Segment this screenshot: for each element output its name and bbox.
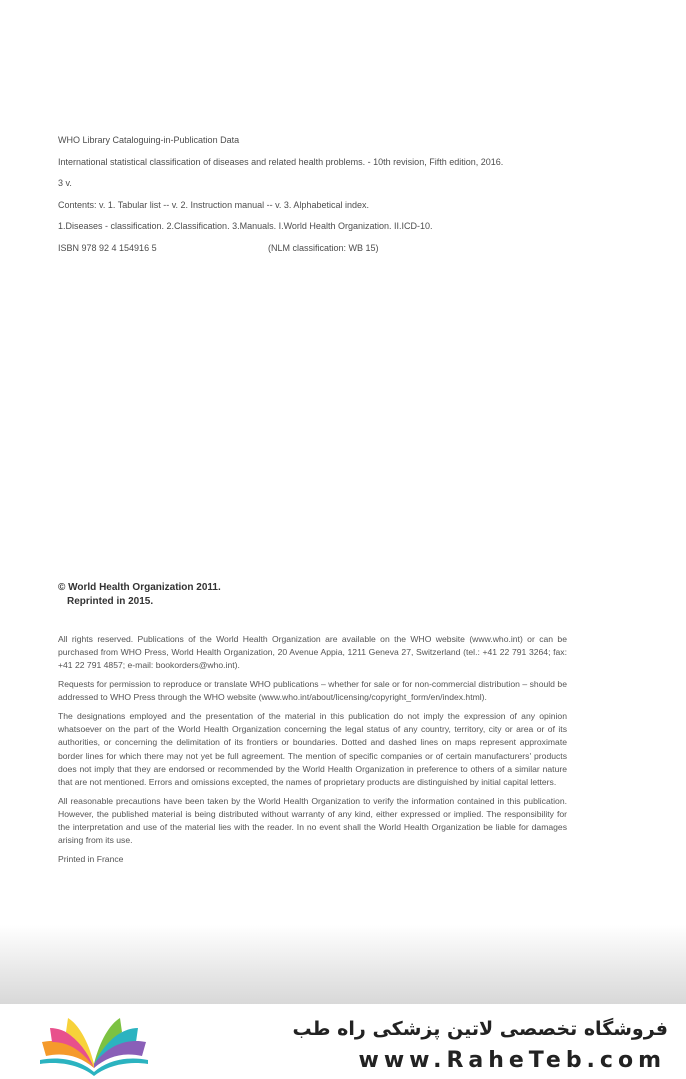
copyright-line: © World Health Organization 2011. xyxy=(58,582,221,593)
cip-volumes: 3 v. xyxy=(58,178,72,188)
open-book-logo-icon xyxy=(36,1016,152,1076)
cip-isbn: ISBN 978 92 4 154916 5 xyxy=(58,242,157,253)
cip-contents: Contents: v. 1. Tabular list -- v. 2. Instruction manual -- v. 3. Alphabetical index. xyxy=(58,199,369,210)
copyright-notice xyxy=(58,581,221,609)
rights-paragraph-permissions: Requests for permission to reproduce or translate WHO publications – whether for sale or for non-commercial distribution – should be addressed to WHO Press through the WHO website (www.who.int/about/licensing/copyright_form/en/index.html). xyxy=(58,679,567,703)
cip-isbn-row xyxy=(58,242,618,254)
cip-nlm-classification: (NLM classification: WB 15) xyxy=(268,242,379,253)
store-name-persian: فروشگاه تخصصی لاتین پزشکی راه طب xyxy=(292,1018,668,1040)
printed-in: Printed in France xyxy=(58,854,124,865)
rights-paragraph-disclaimer: The designations employed and the presentation of the material in this publication do not imply the expression of any opinion whatsoever on the part of the World Health Organization concerning the legal status of any country, territory, city or area or of its authorities, or concerning the delimitation of its frontiers or boundaries. Dotted and dashed lines on maps represent approximate border lines for which there may not yet be full agreement. The mention of specific companies or of certain manufacturers' products does not imply that they are endorsed or recommended by the World Health Organization in preference to others of a similar nature that are not mentioned. Errors and omissions excepted, the names of proprietary products are distinguished by initial capital letters. xyxy=(58,711,567,788)
reprint-line: Reprinted in 2015. xyxy=(67,596,154,607)
cip-heading: WHO Library Cataloguing-in-Publication Data xyxy=(58,135,240,145)
rights-paragraph-precautions: All reasonable precautions have been taken by the World Health Organization to verify the information contained in this publication. However, the published material is being distributed without warranty of any kind, either expressed or implied. The responsibility for the interpretation and use of the material lies with the reader. In no event shall the World Health Organization be liable for damages arising from its use. xyxy=(58,795,567,846)
rights-statement xyxy=(58,633,567,872)
store-website-url: www.RaheTeb.com xyxy=(358,1048,666,1073)
page-bottom-shadow xyxy=(0,925,686,1005)
cataloguing-data-block xyxy=(58,134,618,263)
cip-subjects: 1.Diseases - classification. 2.Classification. 3.Manuals. I.World Health Organization. II.ICD-10. xyxy=(58,221,433,231)
watermark-footer xyxy=(0,1004,686,1079)
rights-paragraph-availability: All rights reserved. Publications of the World Health Organization are available on the WHO website (www.who.int) or can be purchased from WHO Press, World Health Organization, 20 Avenue Appia, 1211 Geneva 27, Switzerland (tel.: +41 22 791 3264; fax: +41 22 791 4857; e-mail: bookorders@who.int). xyxy=(58,634,567,671)
cip-title-line: International statistical classification of diseases and related health problems. - 10th revision, Fifth edition, 2016. xyxy=(58,156,504,167)
